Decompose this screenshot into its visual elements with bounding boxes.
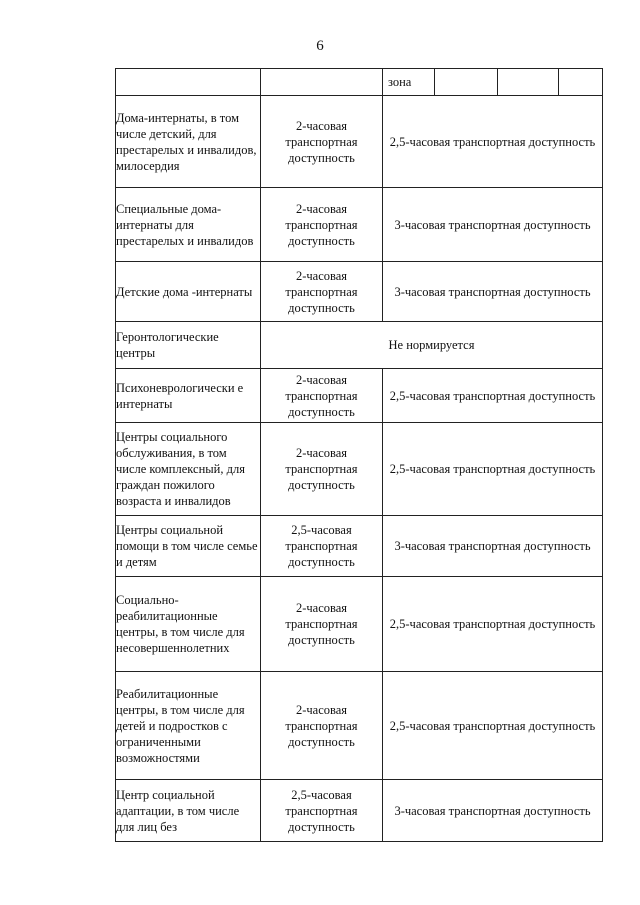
municipal-standard: 2-часовая транспортная доступность: [285, 268, 358, 315]
municipal-standard: 2-часовая транспортная доступность: [285, 446, 358, 492]
regional-standard-cell: [383, 188, 603, 262]
not-regulated-cell: [261, 322, 603, 369]
regional-standard-cell: [383, 369, 603, 423]
table-row: [116, 188, 603, 262]
regional-standard-cell: [383, 262, 603, 322]
facility-name: Центры социального обслуживания, в том числе комплексный, для граждан пожилого возраста и инвалидов: [116, 430, 245, 508]
zone-subcell: [559, 69, 602, 95]
facility-name: Дома-интернаты, в том числе детский, для престарелых и инвалидов, милосердия: [116, 110, 257, 173]
municipal-standard: 2-часовая транспортная доступность: [285, 702, 358, 749]
zone-subheader: [383, 69, 602, 95]
facility-name: Центры социальной помощи в том числе семье и детям: [116, 523, 258, 569]
municipal-standard: 2-часовая транспортная доступность: [285, 118, 358, 165]
regional-standard: 2,5-часовая транспортная доступность: [389, 134, 596, 149]
regional-standard: 2,5-часовая транспортная доступность: [389, 388, 596, 403]
table-row: [116, 577, 603, 672]
municipal-standard: 2-часовая транспортная доступность: [285, 372, 358, 419]
municipal-standard: 2,5-часовая транспортная доступность: [285, 523, 358, 569]
municipal-standard-cell: [261, 188, 383, 262]
regional-standard: 3-часовая транспортная доступность: [394, 539, 591, 553]
facility-name: Социально-реабилитационные центры, в том числе для несовершеннолетних: [116, 593, 245, 655]
municipal-standard-cell: [261, 369, 383, 423]
municipal-standard: 2-часовая транспортная доступность: [285, 201, 358, 248]
regional-standard-cell: [383, 516, 603, 577]
regional-standard-cell: [383, 577, 603, 672]
regional-standard: 2,5-часовая транспортная доступность: [389, 462, 596, 476]
regional-standard-cell: [383, 780, 603, 842]
table-row: [116, 516, 603, 577]
table-row: [116, 262, 603, 322]
regional-standard: 3-часовая транспортная доступность: [394, 217, 591, 232]
facility-name-cell: [116, 322, 261, 369]
municipal-standard-cell: [261, 672, 383, 780]
facility-name: Реабилитационные центры, в том числе для детей и подростков с ограниченными возможностями: [116, 686, 245, 765]
facility-name: Центр социальной адаптации, в том числе для лиц без: [116, 787, 240, 834]
facility-name-cell: [116, 672, 261, 780]
municipal-standard-cell: [261, 423, 383, 516]
facility-name-cell: [116, 780, 261, 842]
facility-name-cell: [116, 262, 261, 322]
municipal-standard-cell: [261, 516, 383, 577]
facility-name-cell: [116, 188, 261, 262]
municipal-standard-cell: [261, 780, 383, 842]
facility-name: Специальные дома-интернаты для престарелых и инвалидов: [116, 201, 254, 248]
facility-name: Геронтологические центры: [116, 330, 219, 360]
regional-standard: 3-часовая транспортная доступность: [394, 803, 591, 818]
municipal-standard: 2,5-часовая транспортная доступность: [285, 787, 358, 834]
header-cell-empty-2: [261, 69, 383, 96]
zone-subcell: [435, 69, 498, 95]
table-header-row: [116, 69, 603, 96]
facility-name-cell: [116, 577, 261, 672]
facility-name: Детские дома -интернаты: [116, 284, 253, 299]
page-number: 6: [316, 38, 324, 54]
facility-name-cell: [116, 516, 261, 577]
regional-standard: 3-часовая транспортная доступность: [394, 284, 591, 299]
header-cell-zones: [383, 69, 603, 96]
regional-standard-cell: [383, 672, 603, 780]
facility-name-cell: [116, 423, 261, 516]
municipal-standard: 2-часовая транспортная доступность: [285, 601, 358, 647]
table-row: [116, 96, 603, 188]
table-row: [116, 423, 603, 516]
municipal-standard-cell: [261, 262, 383, 322]
zone-subcell: [498, 69, 559, 95]
regional-standard: 2,5-часовая транспортная доступность: [389, 718, 596, 733]
zone-label: зона: [383, 69, 435, 95]
facility-name-cell: [116, 96, 261, 188]
table-row: [116, 672, 603, 780]
facility-name: Психоневрологически е интернаты: [116, 380, 244, 411]
municipal-standard-cell: [261, 577, 383, 672]
table-row: [116, 322, 603, 369]
not-regulated-text: Не нормируется: [388, 338, 475, 352]
regional-standard-cell: [383, 96, 603, 188]
header-cell-empty-1: [116, 69, 261, 96]
municipal-standard-cell: [261, 96, 383, 188]
standards-table: [115, 68, 603, 842]
table-row: [116, 369, 603, 423]
table-row: [116, 780, 603, 842]
regional-standard: 2,5-часовая транспортная доступность: [389, 617, 596, 631]
facility-name-cell: [116, 369, 261, 423]
regional-standard-cell: [383, 423, 603, 516]
